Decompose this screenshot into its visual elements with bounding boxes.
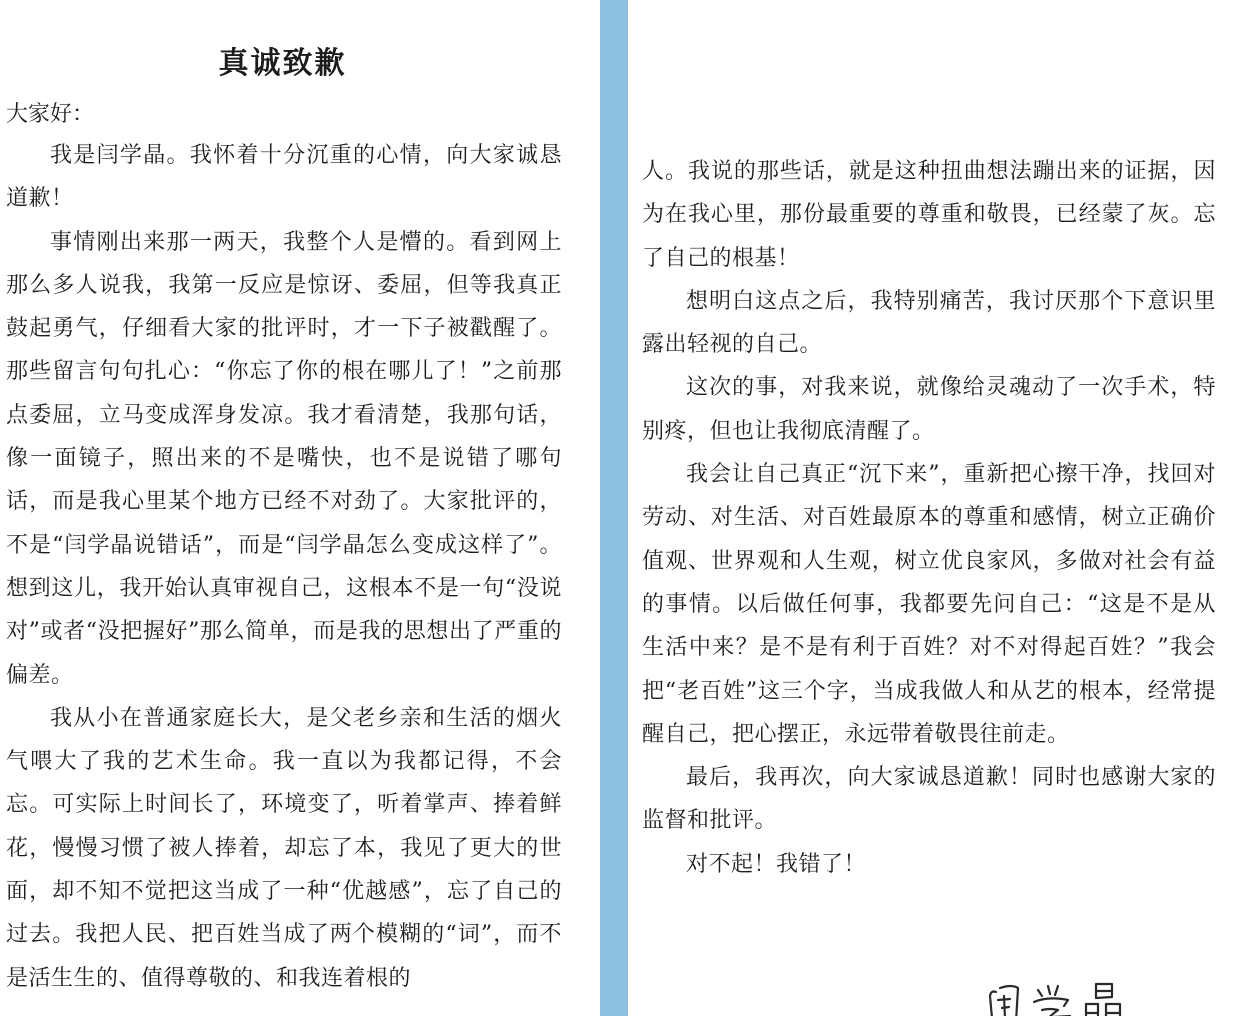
right-page [628,0,1234,1016]
page-divider [600,0,628,1016]
right-body [642,150,1216,886]
paragraph: 最后，我再次，向大家诚恳道歉！同时也感谢大家的监督和批评。 [642,765,1216,834]
signature-icon [978,966,1158,1016]
paragraph: 想明白这点之后，我特别痛苦，我讨厌那个下意识里露出轻视的自己。 [642,288,1216,358]
letter-title: 真诚致歉 [218,46,347,81]
paragraph: 对不起！我错了！ [686,851,867,877]
left-body [6,134,562,1000]
paragraph: 人。我说的那些话，就是这种扭曲想法蹦出来的证据，因为在我心里，那份最重要的尊重和敬畏，已经蒙了灰。忘了自己的根基！ [642,159,1216,271]
handwritten-signature [978,966,1158,1016]
left-page [0,0,600,1016]
letter-greeting: 大家好： [6,102,95,127]
paragraph: 我是闫学晶。我怀着十分沉重的心情，向大家诚恳道歉！ [6,143,562,212]
paragraph: 我从小在普通家庭长大，是父老乡亲和生活的烟火气喂大了我的艺术生命。我一直以为我都记得，不会忘。可实际上时间长了，环境变了，听着掌声、捧着鲜花，慢慢习惯了被人捧着，却忘了本，我见了更大的世面，却不知不觉把这当成了一种“优越感”，忘了自己的过去。我把人民、把百姓当成了两个模糊的“词”，而不是活生生的、值得尊敬的、和我连着根的 [6,705,562,991]
paragraph: 这次的事，对我来说，就像给灵魂动了一次手术，特别疼，但也让我彻底清醒了。 [642,375,1216,444]
paragraph: 我会让自己真正“沉下来”，重新把心擦干净，找回对劳动、对生活、对百姓最原本的尊重和感情，树立正确价值观、世界观和人生观，树立优良家风，多做对社会有益的事情。以后做任何事，我都要先问自己：“这是不是从生活中来？是不是有利于百姓？对不对得起百姓？”我会把“老百姓”这三个字，当成我做人和从艺的根本，经常提醒自己，把心摆正，永远带着敬畏往前走。 [642,462,1216,747]
paragraph: 事情刚出来那一两天，我整个人是懵的。看到网上那么多人说我，我第一反应是惊讶、委屈，但等我真正鼓起勇气，仔细看大家的批评时，才一下子被戳醒了。那些留言句句扎心：“你忘了你的根在哪儿了！”之前那点委屈，立马变成浑身发凉。我才看清楚，我那句话，像一面镜子，照出来的不是嘴快，也不是说错了哪句话，而是我心里某个地方已经不对劲了。大家批评的，不是“闫学晶说错话”，而是“闫学晶怎么变成这样了”。想到这儿，我开始认真审视自己，这根本不是一句“没说对”或者“没把握好”那么简单，而是我的思想出了严重的偏差。 [6,229,562,688]
